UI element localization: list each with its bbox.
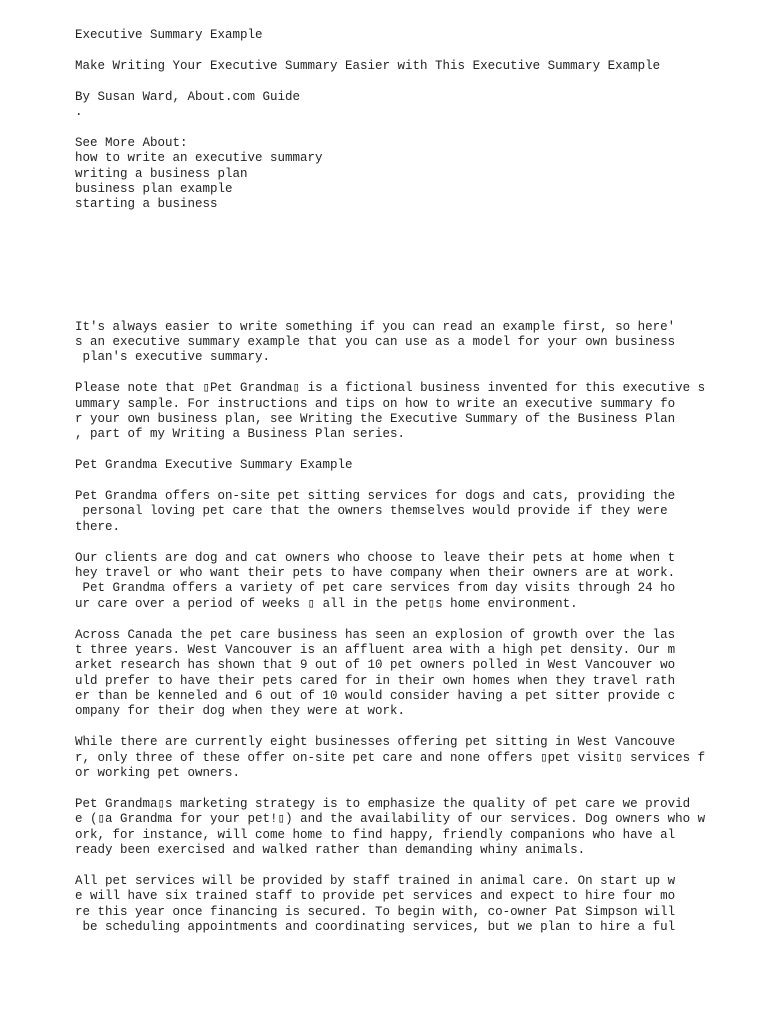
blank-space — [75, 213, 715, 320]
byline-block — [75, 90, 715, 121]
text-line: ready been exercised and walked rather than demanding whiny animals. — [75, 842, 586, 857]
competition-paragraph — [75, 735, 715, 781]
market-paragraph — [75, 628, 715, 720]
clients-paragraph — [75, 551, 715, 613]
text-line: plan's executive summary. — [75, 350, 271, 365]
document-title: Executive Summary Example — [75, 28, 263, 42]
text-line: r, only three of these offer on-site pet care and none offers ▯pet visit▯ services f — [75, 750, 706, 765]
services-paragraph — [75, 489, 715, 535]
text-line: While there are currently eight businesses offering pet sitting in West Vancouve — [75, 735, 676, 750]
byline-dot: . — [75, 104, 83, 119]
text-line: hey travel or who want their pets to have company when their owners are at work. — [75, 565, 676, 580]
text-line: Pet Grandma▯s marketing strategy is to emphasize the quality of pet care we provid — [75, 796, 691, 811]
text-line: Pet Grandma offers a variety of pet care services from day visits through 24 ho — [75, 581, 676, 596]
document-subtitle: Make Writing Your Executive Summary Easier with This Executive Summary Example — [75, 58, 661, 73]
text-line: Pet Grandma offers on-site pet sitting services for dogs and cats, providing the — [75, 488, 676, 503]
marketing-paragraph — [75, 797, 715, 859]
text-line: e (▯a Grandma for your pet!▯) and the availability of our services. Dog owners who w — [75, 812, 706, 827]
text-line: ompany for their dog when they were at work. — [75, 704, 406, 719]
text-line: uld prefer to have their pets cared for in their own homes when they travel rath — [75, 673, 676, 688]
text-line: r your own business plan, see Writing the Executive Summary of the Business Plan — [75, 412, 676, 427]
text-line: ork, for instance, will come home to find happy, friendly companions who have al — [75, 827, 676, 842]
text-line: re this year once financing is secured. To begin with, co-owner Pat Simpson will — [75, 904, 676, 919]
text-line: personal loving pet care that the owners themselves would provide if they were — [75, 504, 668, 519]
text-line: ur care over a period of weeks ▯ all in the pet▯s home environment. — [75, 596, 578, 611]
text-line: or working pet owners. — [75, 766, 241, 781]
text-line: arket research has shown that 9 out of 10 pet owners polled in West Vancouver wo — [75, 658, 676, 673]
see-more-section — [75, 136, 715, 213]
text-line: Pet Grandma Executive Summary Example — [75, 458, 353, 473]
see-more-heading: See More About: — [75, 135, 188, 150]
byline: By Susan Ward, About.com Guide — [75, 89, 301, 104]
text-line: , part of my Writing a Business Plan series. — [75, 427, 406, 442]
see-more-link-starting-business[interactable]: starting a business — [75, 197, 218, 212]
text-line: ummary sample. For instructions and tips on how to write an executive summary fo — [75, 396, 676, 411]
document-page — [75, 28, 715, 951]
see-more-link-business-plan[interactable]: writing a business plan — [75, 166, 248, 181]
see-more-link-exec-summary[interactable]: how to write an executive summary — [75, 151, 323, 166]
subtitle-block — [75, 59, 715, 74]
text-line: t three years. West Vancouver is an affluent area with a high pet density. Our m — [75, 642, 676, 657]
text-line: It's always easier to write something if you can read an example first, so here' — [75, 319, 676, 334]
text-line: Please note that ▯Pet Grandma▯ is a fictional business invented for this executive s — [75, 381, 706, 396]
text-line: Our clients are dog and cat owners who choose to leave their pets at home when t — [75, 550, 676, 565]
intro-paragraph — [75, 320, 715, 366]
staff-paragraph — [75, 874, 715, 936]
text-line: e will have six trained staff to provide pet services and expect to hire four mo — [75, 889, 676, 904]
note-paragraph — [75, 381, 715, 443]
text-line: All pet services will be provided by staff trained in animal care. On start up w — [75, 873, 676, 888]
text-line: s an executive summary example that you can use as a model for your own business — [75, 335, 676, 350]
text-line: er than be kenneled and 6 out of 10 would consider having a pet sitter provide c — [75, 689, 676, 704]
text-line: there. — [75, 519, 121, 534]
header-block — [75, 28, 715, 43]
text-line: Across Canada the pet care business has seen an explosion of growth over the las — [75, 627, 676, 642]
text-line: be scheduling appointments and coordinating services, but we plan to hire a ful — [75, 919, 676, 934]
section-heading — [75, 458, 715, 473]
see-more-link-plan-example[interactable]: business plan example — [75, 181, 233, 196]
body-paragraphs — [75, 320, 715, 936]
